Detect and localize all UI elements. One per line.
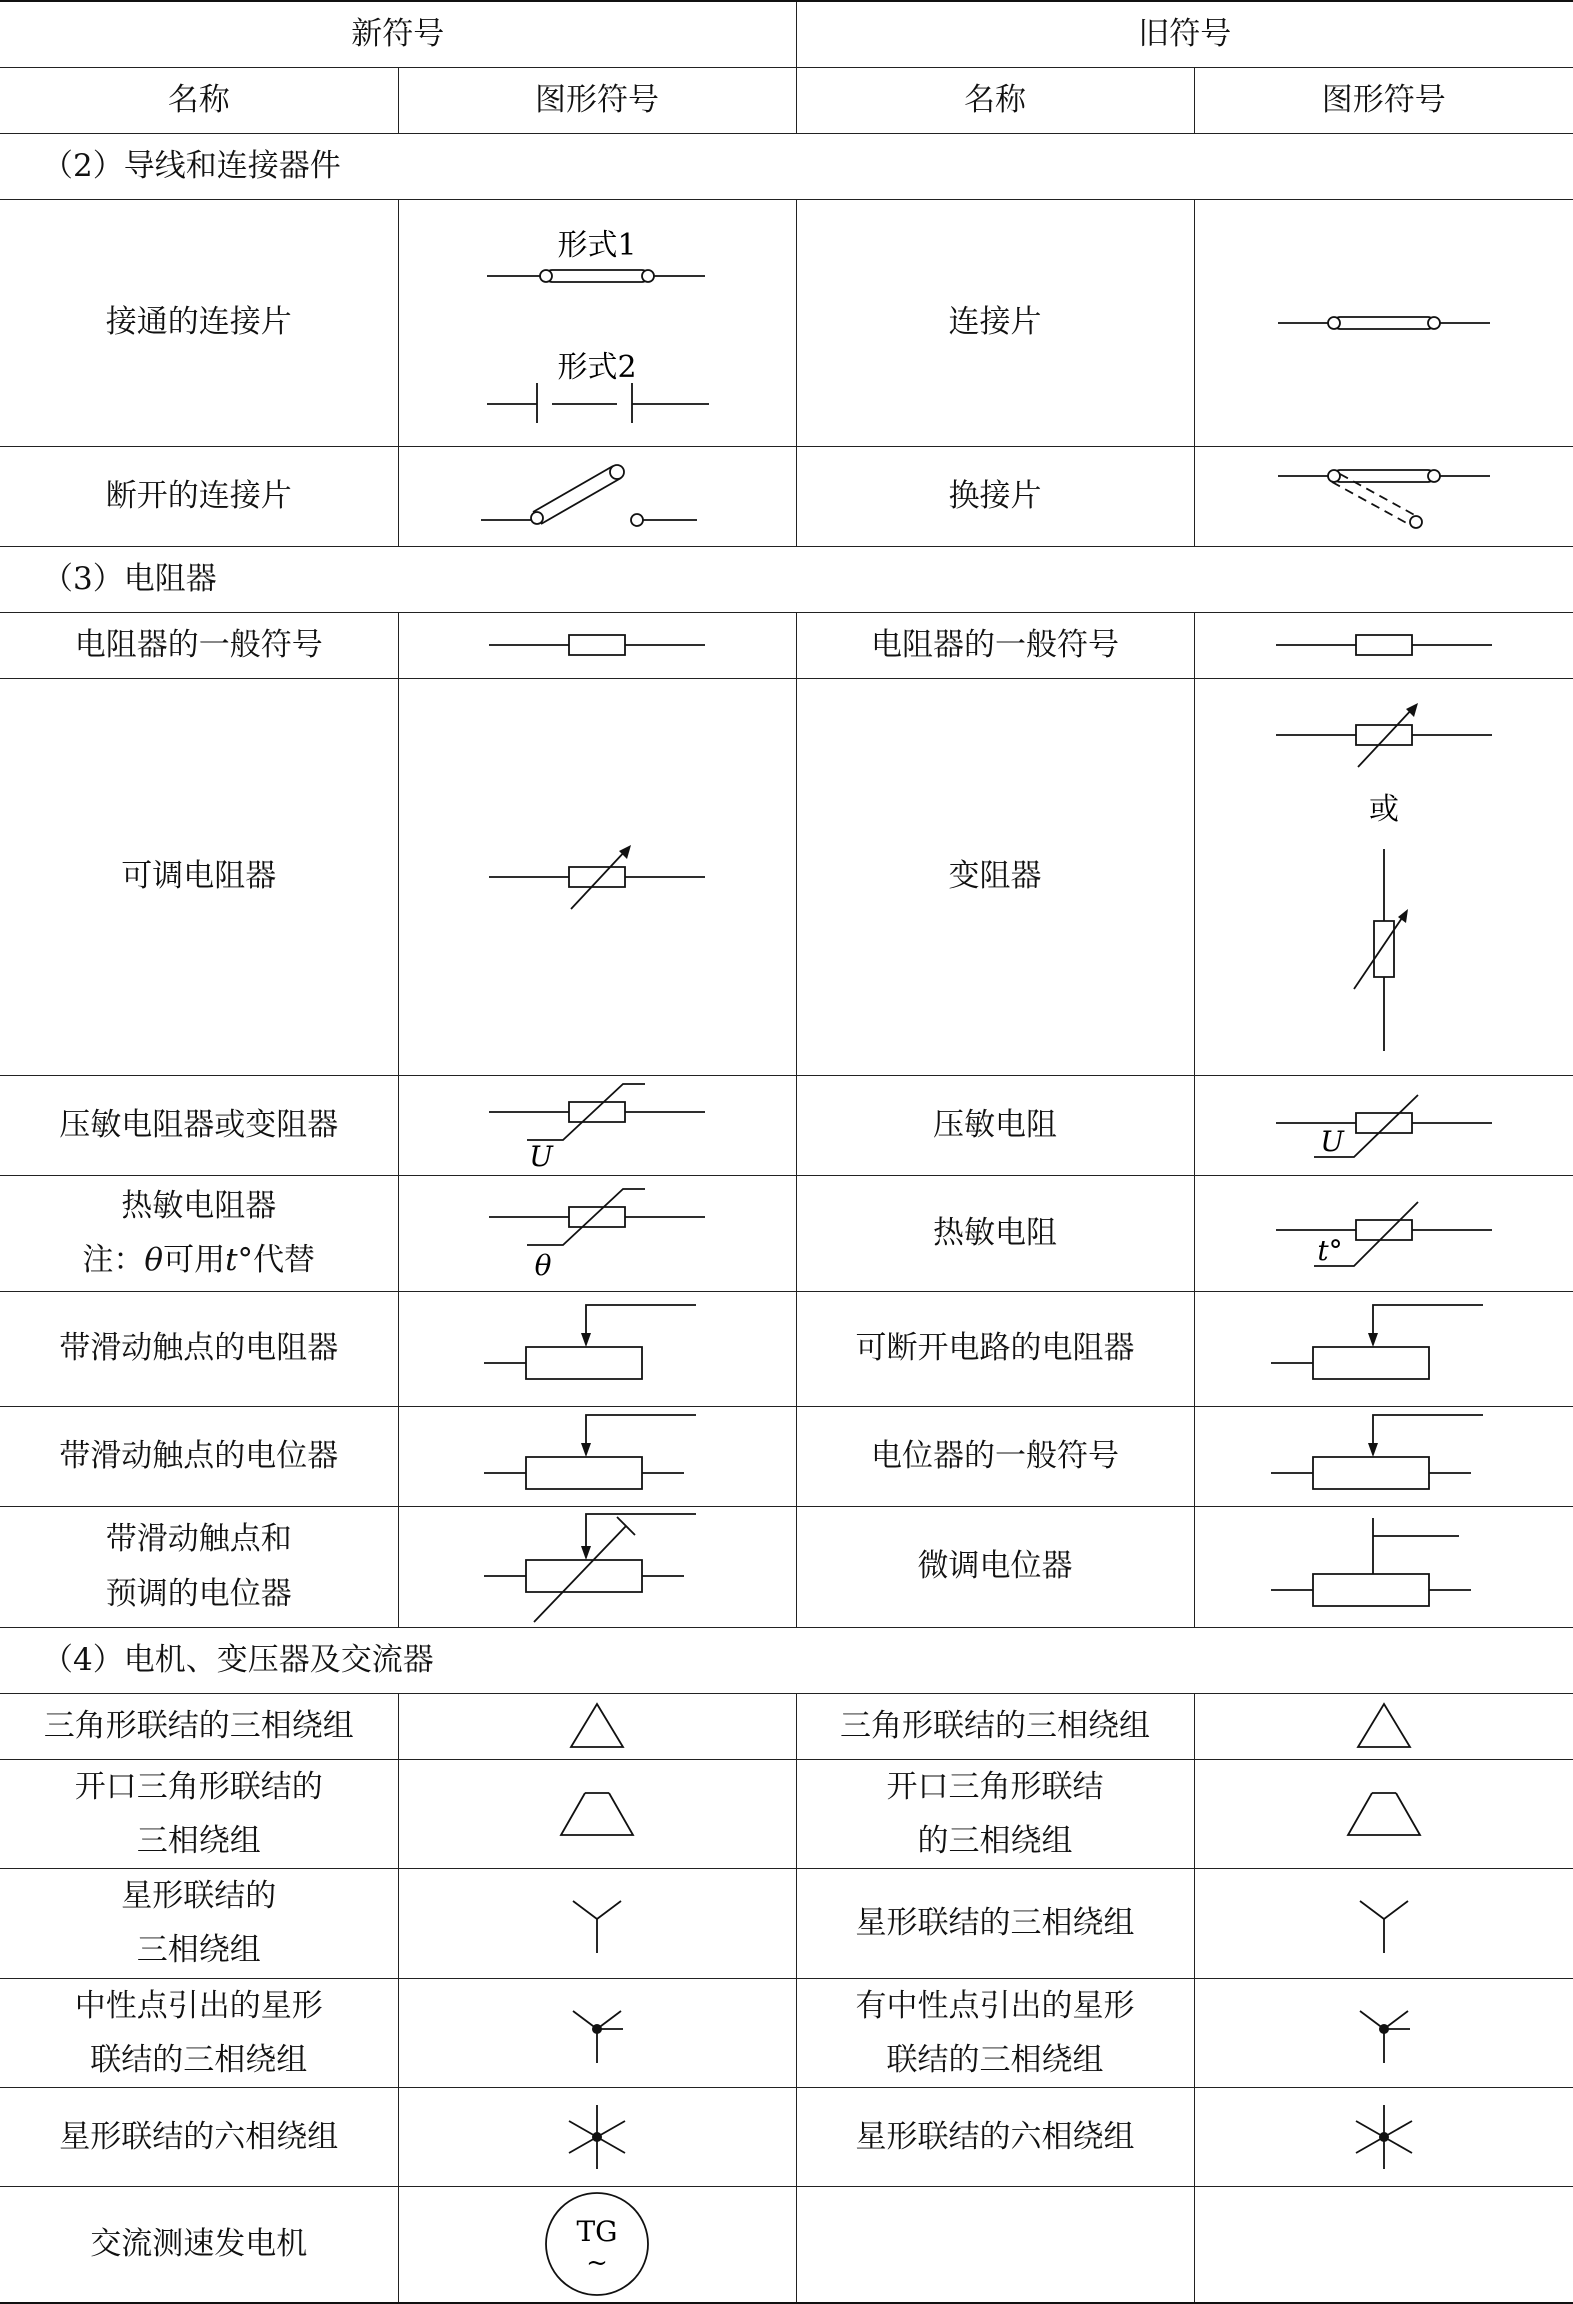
preset-pot-name-line2: 预调的电位器 — [105, 1575, 292, 1612]
header-new-graphic: 图形符号 — [398, 67, 796, 133]
potentiometer-symbol-cell — [1194, 1406, 1573, 1506]
adjustable-resistor-symbol-cell — [398, 678, 796, 1075]
row-name-open-delta — [0, 1759, 398, 1869]
open-delta-symbol-cell — [398, 1759, 796, 1869]
tilde-label: ~ — [586, 2248, 608, 2279]
star-winding-symbol — [567, 1891, 627, 1955]
link-old-symbol-cell — [1194, 199, 1573, 446]
header-old-symbol: 旧符号 — [796, 1, 1573, 67]
row-name: 电阻器的一般符号 — [0, 612, 398, 678]
delta-winding-old-symbol — [1354, 1701, 1414, 1751]
table-row — [0, 1869, 1573, 1979]
resistor-old-symbol-cell — [1194, 612, 1573, 678]
table-row — [0, 1175, 1573, 1291]
neutral-star-symbol — [567, 2001, 627, 2065]
open-delta-old-symbol-cell — [1194, 1759, 1573, 1869]
neutral-star-name-line1: 中性点引出的星形 — [74, 1987, 323, 2024]
row-old-name-neutral-star — [796, 1978, 1194, 2088]
star-winding-old-symbol — [1354, 1891, 1414, 1955]
table-row — [0, 2187, 1573, 2303]
header-old-graphic: 图形符号 — [1194, 67, 1573, 133]
six-phase-star-old-symbol-cell — [1194, 2088, 1573, 2187]
row-old-name: 微调电位器 — [796, 1506, 1194, 1627]
open-delta-name-line1: 开口三角形联结的 — [74, 1768, 323, 1805]
row-old-name: 三角形联结的三相绕组 — [796, 1693, 1194, 1759]
form1-label: 形式1 — [557, 227, 637, 263]
header-new-symbol: 新符号 — [0, 1, 796, 67]
open-delta-old-name-line1: 开口三角形联结 — [886, 1768, 1104, 1805]
section-row — [0, 546, 1573, 612]
header-new-name: 名称 — [0, 67, 398, 133]
resistor-old-symbol — [1274, 630, 1494, 660]
table-row — [0, 1406, 1573, 1506]
t-deg-label: t° — [1317, 1234, 1343, 1267]
row-old-name: 连接片 — [796, 199, 1194, 446]
table-row — [0, 2088, 1573, 2187]
varistor-old-symbol-cell — [1194, 1075, 1573, 1175]
six-phase-star-symbol-cell — [398, 2088, 796, 2187]
neutral-star-old-symbol-cell — [1194, 1978, 1573, 2088]
thermistor-symbol-cell — [398, 1175, 796, 1291]
six-phase-star-old-symbol — [1352, 2103, 1416, 2171]
row-name: 交流测速发电机 — [0, 2187, 398, 2303]
adjustable-resistor-symbol — [487, 837, 707, 917]
thermistor-old-symbol — [1274, 1190, 1494, 1276]
row-old-name: 换接片 — [796, 446, 1194, 546]
header-row-sub — [0, 67, 1573, 133]
table-row — [0, 678, 1573, 1075]
rheostat-symbol — [1274, 687, 1494, 1067]
theta-label: θ — [534, 1249, 552, 1282]
neutral-star-symbol-cell — [398, 1978, 796, 2088]
row-old-name: 电阻器的一般符号 — [796, 612, 1194, 678]
varistor-symbol — [487, 1080, 707, 1173]
delta-winding-symbol-cell — [398, 1693, 796, 1759]
row-name: 带滑动触点的电位器 — [0, 1406, 398, 1506]
row-name-neutral-star — [0, 1978, 398, 2088]
changeover-link-symbol-cell — [1194, 446, 1573, 546]
form2-label: 形式2 — [557, 349, 637, 385]
table-row — [0, 1291, 1573, 1406]
trim-potentiometer-symbol — [1269, 1514, 1499, 1620]
empty-cell — [1194, 2187, 1573, 2303]
changeover-link-symbol — [1274, 456, 1494, 536]
thermistor-old-symbol-cell — [1194, 1175, 1573, 1291]
trim-potentiometer-symbol-cell — [1194, 1506, 1573, 1627]
link-open-symbol — [477, 456, 717, 536]
breakable-resistor-symbol-cell — [1194, 1291, 1573, 1406]
varistor-old-symbol — [1274, 1085, 1494, 1165]
table-row — [0, 446, 1573, 546]
note-t-deg: t° — [225, 1242, 254, 1278]
row-name: 接通的连接片 — [0, 199, 398, 446]
row-name: 断开的连接片 — [0, 446, 398, 546]
u-label-old: U — [1319, 1125, 1344, 1158]
table-row — [0, 1693, 1573, 1759]
or-label: 或 — [1368, 791, 1399, 827]
resistor-symbol-cell — [398, 612, 796, 678]
section-title-4: （4）电机、变压器及交流器 — [0, 1627, 1573, 1693]
row-name-thermistor — [0, 1175, 398, 1291]
open-delta-symbol — [557, 1789, 637, 1839]
table-row — [0, 1075, 1573, 1175]
table-row — [0, 199, 1573, 446]
row-name: 三角形联结的三相绕组 — [0, 1693, 398, 1759]
potentiometer-symbol — [1269, 1411, 1499, 1501]
delta-winding-old-symbol-cell — [1194, 1693, 1573, 1759]
neutral-star-old-name-line1: 有中性点引出的星形 — [855, 1987, 1135, 2024]
star-name-line1: 星形联结的 — [121, 1878, 277, 1914]
link-closed-symbol-cell — [398, 199, 796, 446]
table-row — [0, 1759, 1573, 1869]
note-end: 代替 — [253, 1242, 316, 1278]
neutral-star-old-name-line2: 联结的三相绕组 — [886, 2041, 1104, 2078]
u-label: U — [529, 1140, 553, 1173]
slide-potentiometer-symbol — [482, 1411, 712, 1501]
slide-potentiometer-symbol-cell — [398, 1406, 796, 1506]
section-title-3: （3）电阻器 — [0, 546, 1573, 612]
header-row-top — [0, 1, 1573, 67]
ac-tachogenerator-symbol — [542, 2189, 652, 2299]
table-row — [0, 1978, 1573, 2088]
resistor-symbol — [487, 630, 707, 660]
row-old-name-open-delta — [796, 1759, 1194, 1869]
row-name: 带滑动触点的电阻器 — [0, 1291, 398, 1406]
star-winding-old-symbol-cell — [1194, 1869, 1573, 1979]
varistor-symbol-cell — [398, 1075, 796, 1175]
note-mid: 可用 — [163, 1242, 226, 1278]
rheostat-symbol-cell — [1194, 678, 1573, 1075]
preset-potentiometer-symbol — [482, 1510, 712, 1624]
row-name-star — [0, 1869, 398, 1979]
row-old-name: 变阻器 — [796, 678, 1194, 1075]
thermistor-note — [0, 1233, 398, 1287]
row-old-name: 星形联结的六相绕组 — [796, 2088, 1194, 2187]
open-delta-name-line2: 三相绕组 — [136, 1822, 261, 1859]
thermistor-symbol — [487, 1185, 707, 1281]
preset-pot-name-line1: 带滑动触点和 — [105, 1521, 292, 1558]
row-name: 压敏电阻器或变阻器 — [0, 1075, 398, 1175]
row-old-name: 星形联结的三相绕组 — [796, 1869, 1194, 1979]
tg-label: TG — [576, 2215, 618, 2249]
open-delta-old-name-line2: 的三相绕组 — [917, 1822, 1073, 1859]
row-name: 星形联结的六相绕组 — [0, 2088, 398, 2187]
star-name-line2: 三相绕组 — [136, 1932, 261, 1969]
note-theta: θ — [144, 1242, 164, 1278]
link-old-symbol — [1274, 303, 1494, 343]
row-name: 可调电阻器 — [0, 678, 398, 1075]
row-old-name: 压敏电阻 — [796, 1075, 1194, 1175]
section-row — [0, 133, 1573, 199]
thermistor-name-line1: 热敏电阻器 — [121, 1187, 277, 1224]
row-old-name: 热敏电阻 — [796, 1175, 1194, 1291]
row-name-preset-pot — [0, 1506, 398, 1627]
preset-potentiometer-symbol-cell — [398, 1506, 796, 1627]
breakable-resistor-symbol — [1269, 1301, 1499, 1397]
delta-winding-symbol — [567, 1701, 627, 1751]
link-closed-symbol — [477, 213, 717, 433]
slide-resistor-symbol-cell — [398, 1291, 796, 1406]
row-old-name: 电位器的一般符号 — [796, 1406, 1194, 1506]
neutral-star-old-symbol — [1354, 2001, 1414, 2065]
header-old-name: 名称 — [796, 67, 1194, 133]
section-title-2: （2）导线和连接器件 — [0, 133, 1573, 199]
star-winding-symbol-cell — [398, 1869, 796, 1979]
link-open-symbol-cell — [398, 446, 796, 546]
row-old-name: 可断开电路的电阻器 — [796, 1291, 1194, 1406]
empty-cell — [796, 2187, 1194, 2303]
six-phase-star-symbol — [565, 2103, 629, 2171]
slide-resistor-symbol — [482, 1301, 712, 1397]
table-row — [0, 1506, 1573, 1627]
note-prefix: 注： — [82, 1242, 145, 1278]
ac-tachogenerator-symbol-cell — [398, 2187, 796, 2303]
open-delta-old-symbol — [1344, 1789, 1424, 1839]
section-row — [0, 1627, 1573, 1693]
table-row — [0, 612, 1573, 678]
neutral-star-name-line2: 联结的三相绕组 — [90, 2041, 308, 2078]
